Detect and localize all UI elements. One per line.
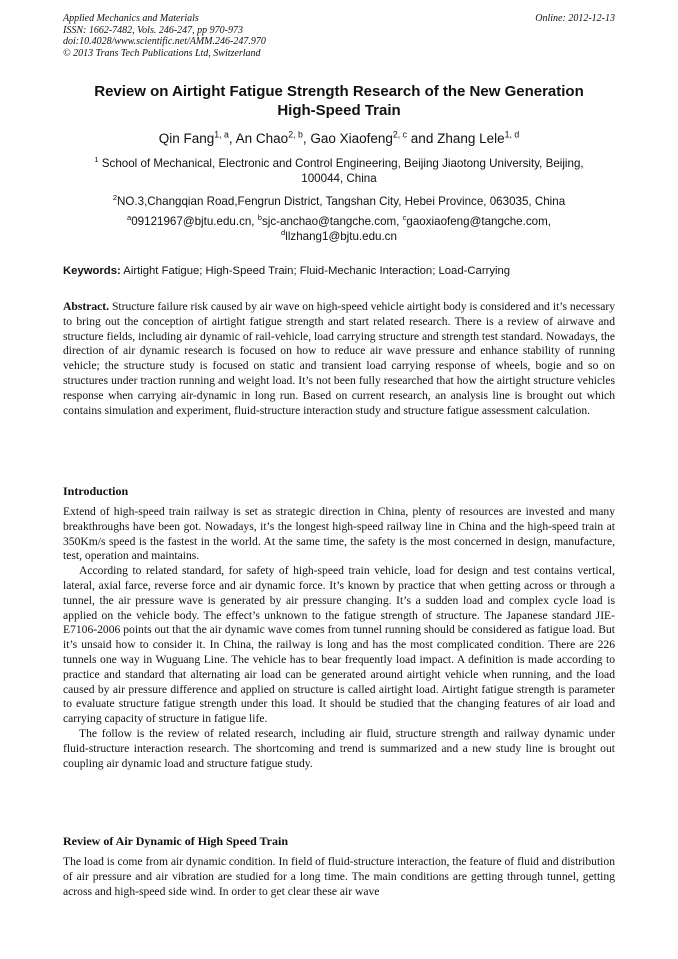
copyright-line: © 2013 Trans Tech Publications Ltd, Switzerland [63, 47, 261, 59]
abstract-text: Structure failure risk caused by air wave on high-speed vehicle airtight body is considered and it’s necessary to bring out the conception of airtight fatigue strength and start related research. There is a review of airwave and structure fields, including air dynamic of rail-vehicle, load carrying structure and strength test standard. Nowadays, the direction of air dynamic research is focused on how to reduce air wave pressure and enhance stability of running vehicle; the structure study is focused on static and transient load carrying response of wheels, bogie and so on structures under traction running and weight load. It’s not been fully researched that how the airtight structure vehicles response when carrying air-dynamic in long run. Based on current research, an analysis line is brought out which contains simulation and experiment, fluid-structure interaction study and structure fatigue assessment calculation. [63, 300, 615, 417]
paragraph: The follow is the review of related research, including air fluid, structure strength and railway dynamic under fluid-structure interaction research. The shortcoming and trend is summarized and a new study line is brought out coupling air dynamic load and structure fatigue study. [63, 726, 615, 770]
keywords [63, 265, 615, 277]
affiliation-2: $^2$NO.3,Changqian Road,Fengrun District, Tangshan City, Hebei Province, 063035, China [112, 193, 566, 208]
issn-line: ISSN: 1662-7482, Vols. 246-247, pp 970-973 [63, 24, 243, 36]
author: Qin Fang$^{1, a}$, [158, 129, 236, 146]
email-list [63, 214, 615, 244]
online-date: Online: 2012-12-13 [535, 13, 615, 24]
introduction-heading: Introduction [63, 484, 129, 498]
journal-name: Applied Mechanics and Materials [63, 13, 199, 24]
keywords-text: Airtight Fatigue; High-Speed Train; Fluid-Mechanic Interaction; Load-Carrying [123, 265, 511, 277]
abstract [63, 300, 615, 418]
author-list [63, 131, 615, 146]
paragraph: Extend of high-speed train railway is set as strategic direction in China, plenty of resources are invested and many breakthroughs have been got. Nowadays, it’s the longest high-speed railway line in China and the high-speed train at 350Km/s speed is the fastest in the world. At the same time, the safety is the most concerned in design, manufacture, test, operation and maintains. [63, 505, 615, 563]
author: Zhang Lele$^{1, d}$ [437, 129, 520, 146]
email-link[interactable]: $^a$09121967@bjtu.edu.cn, [127, 213, 258, 228]
author: An Chao$^{2, b}$, [235, 129, 311, 146]
journal-header [63, 13, 266, 59]
title-line-1: Review on Airtight Fatigue Strength Research of the New Generation [94, 83, 584, 100]
author: Gao Xiaofeng$^{2, c}$ and [310, 129, 438, 146]
paper-title [63, 82, 615, 120]
paragraph: The load is come from air dynamic condition. In field of fluid-structure interaction, the feature of fluid and distribution of air pressure and air vibration are studied for a long time. The main conditions are getting through tunnel, getting across and high-speed side wind. In order to get clear these air wave [63, 855, 615, 898]
email-link[interactable]: $^d$llzhang1@bjtu.edu.cn [281, 228, 397, 243]
introduction-body [63, 505, 615, 771]
email-link[interactable]: $^c$gaoxiaofeng@tangche.com, [402, 213, 551, 228]
email-link[interactable]: $^b$sjc-anchao@tangche.com, [257, 213, 403, 228]
review-body [63, 855, 615, 899]
doi-line[interactable]: doi:10.4028/www.scientific.net/AMM.246-247.970 [63, 36, 266, 47]
paragraph: According to related standard, for safety of high-speed train vehicle, load for design and test contains vertical, lateral, axial farce, reverse force and air dynamic force. It’s known by practice that when getting across or through a tunnel, the air pressure wave is generated by air pressure changing. It’s a sudden load and complex cycle load is applied on the vehicle body. The effect’s unknown to the fatigue strength of structure. The Japanese standard JIE-E7106-2006 points out that the air dynamic wave comes from tunnel running should be considered as fatigue load. But it’s unsaid how to consider it. In China, the railway is long and has the most complicated condition. There are 226 tunnels one way in Wuguang Line. The vehicle has to bear frequently load impact. A definition is made according to practice and standard that alternating air load can be generated around airtight vehicle when running, and the load caused by air pressure difference and applied on structure is called airtight load. Airtight fatigue strength is parameter to evaluate structure fatigue strength under this load. It should be studied that the changing features of air load and carrying capacity of structure in fatigue life. [63, 564, 615, 726]
review-heading: Review of Air Dynamic of High Speed Train [63, 834, 288, 848]
keywords-label: Keywords: [63, 265, 121, 277]
affiliation-1: $^1$ School of Mechanical, Electronic and Control Engineering, Beijing Jiaotong University, Beijing, 100044, China [94, 155, 584, 185]
abstract-label: Abstract. [63, 300, 110, 313]
title-line-2: High-Speed Train [277, 102, 401, 119]
